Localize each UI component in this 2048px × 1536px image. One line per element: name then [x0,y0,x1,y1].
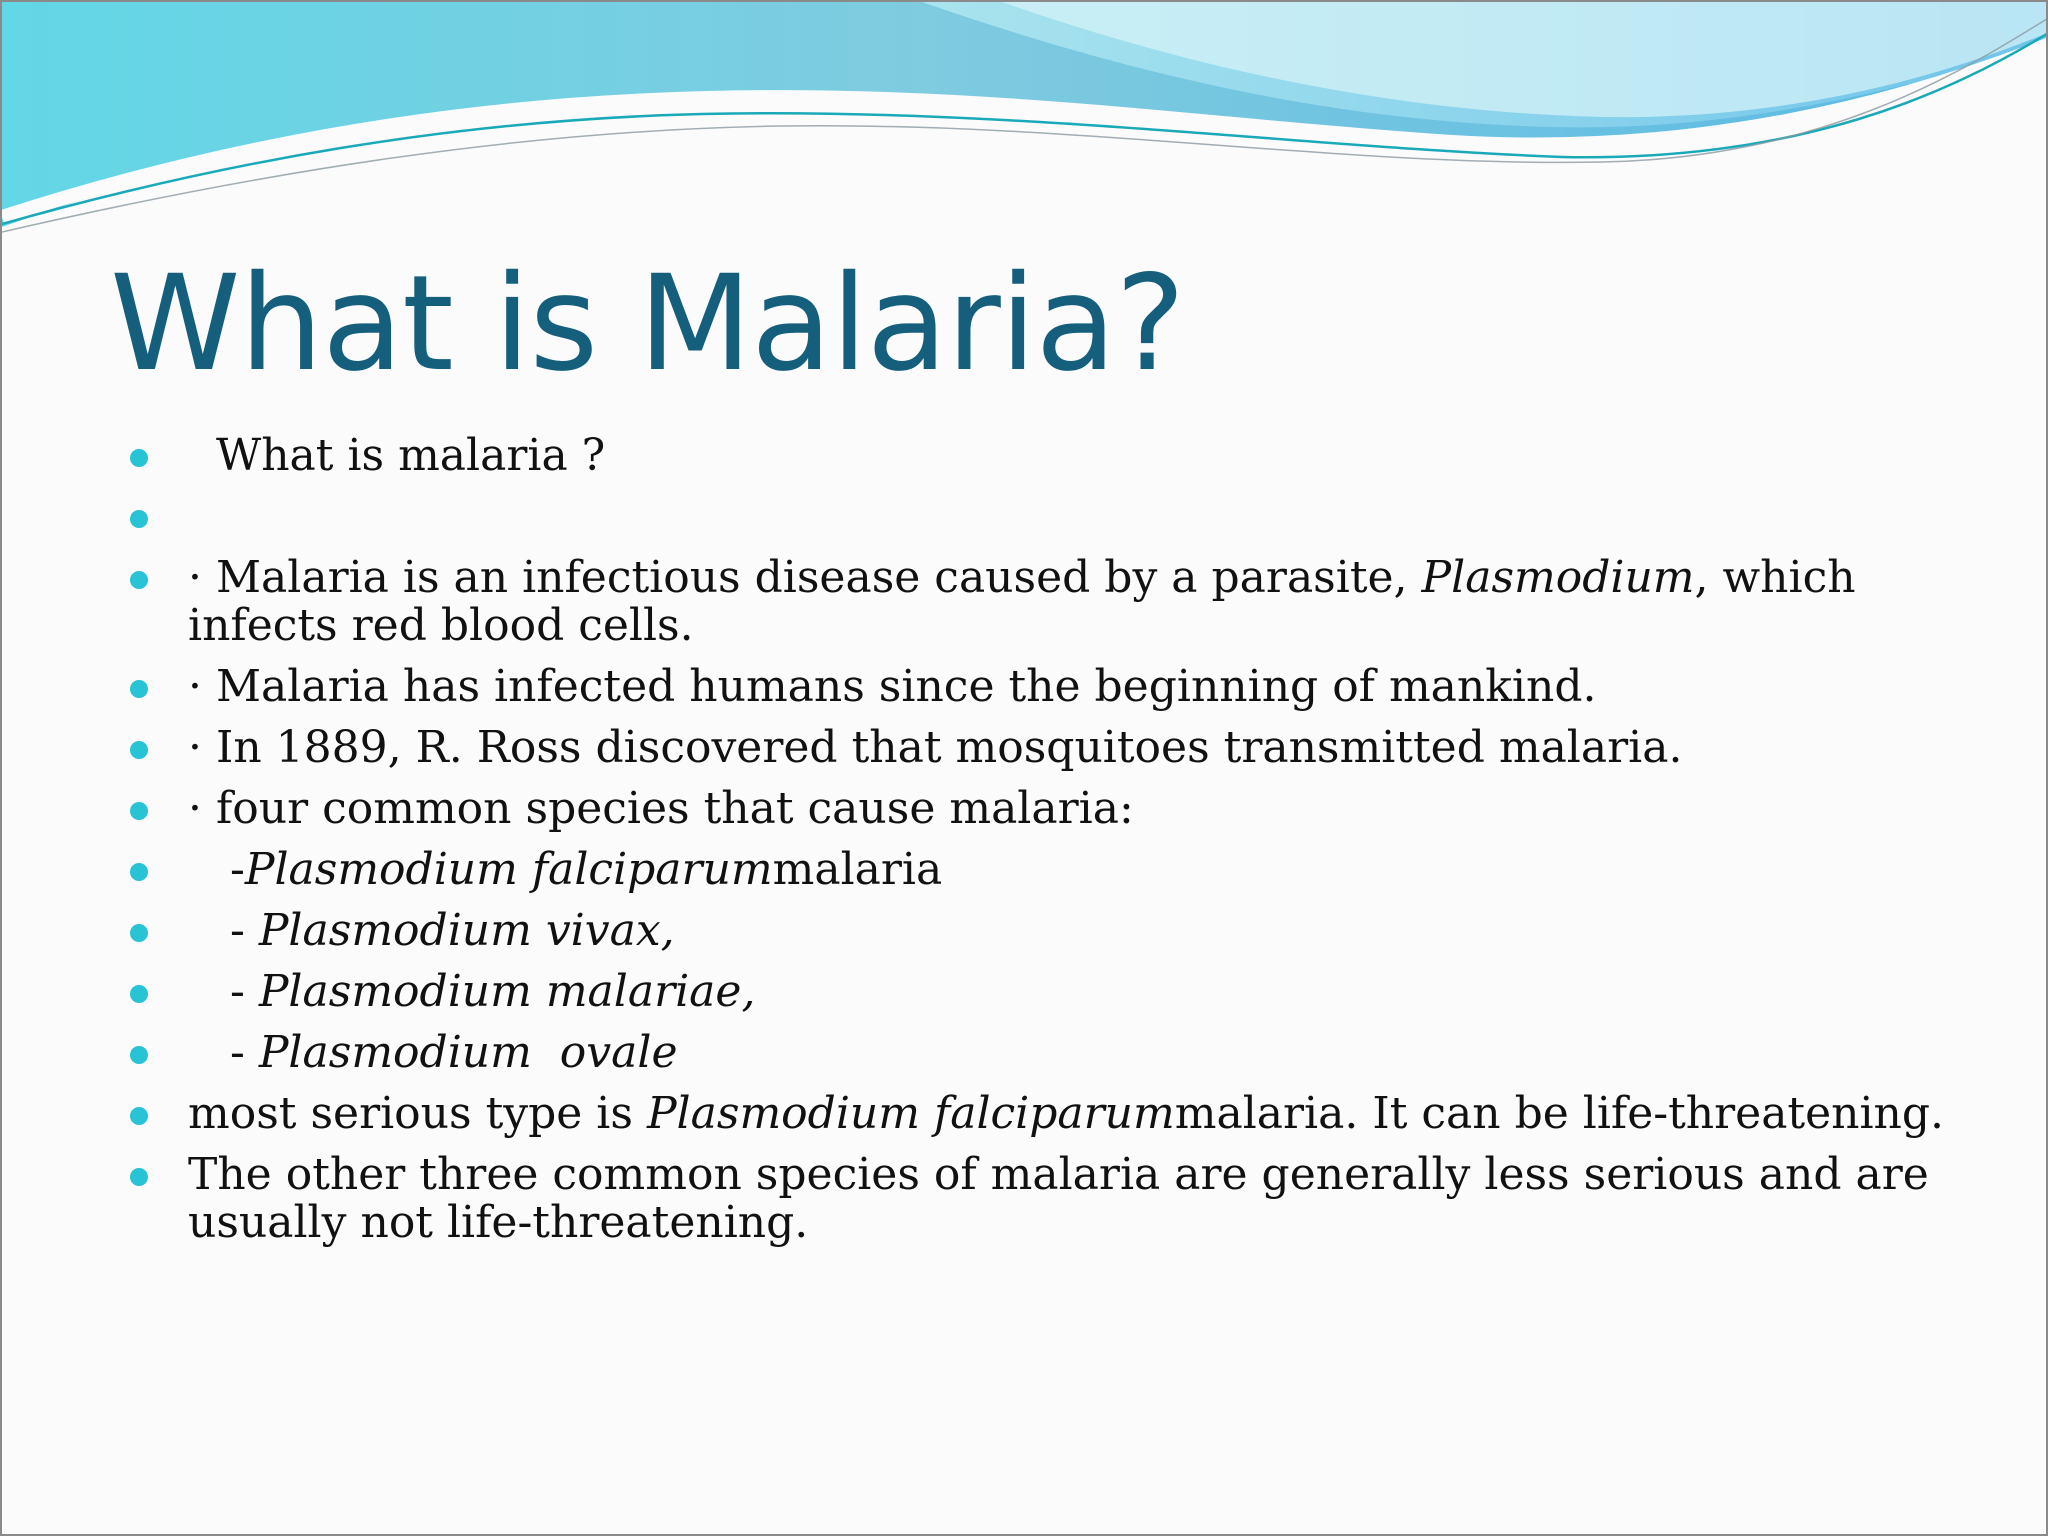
bullet-dot-icon [130,571,148,589]
bullet-item [122,663,2002,711]
bullet-text-segment: · four common species that cause malaria: [188,783,1134,834]
bullet-text [188,1149,1943,1248]
bullet-text-segment: malaria. It can be life-threatening. [1174,1088,1945,1139]
bullet-item [122,968,2002,1016]
slide-title: What is Malaria? [110,247,1185,401]
bullet-dot-icon [130,741,148,759]
bullet-text-italic: Plasmodium vivax, [258,905,675,956]
bullet-text-segment: malaria [772,844,943,895]
bullet-dot-icon [130,1168,148,1186]
bullet-item [122,907,2002,955]
bullet-dot-icon [130,510,148,528]
bullet-text-italic: Plasmodium falciparum [646,1088,1175,1139]
bullet-text-italic: Plasmodium [1421,552,1695,603]
bullet-text-segment: - [188,844,245,895]
bullet-text-italic: Plasmodium falciparum [244,844,773,895]
bullet-text [188,844,942,895]
bullet-item [122,1151,2002,1247]
bullet-text-italic: Plasmodium malariae, [258,966,756,1017]
bullet-text-segment: , which infects red blood cells. [188,552,1870,651]
bullet-text-segment: · In 1889, R. Ross discovered that mosquitoes transmitted malaria. [188,722,1683,773]
bullet-item [122,554,2002,650]
bullet-dot-icon [130,924,148,942]
bullet-text-segment: · Malaria is an infectious disease caused by a parasite, [188,552,1422,603]
bullet-item [122,493,2002,541]
bullet-dot-icon [130,449,148,467]
bullet-text [188,722,1682,773]
bullet-list [122,432,2002,1260]
bullet-item [122,432,2002,480]
bullet-dot-icon [130,680,148,698]
bullet-text-segment: The other three common species of malaria are generally less serious and are usually not life-threatening. [188,1149,1943,1248]
bullet-dot-icon [130,863,148,881]
bullet-text [188,552,1870,651]
bullet-text [188,783,1134,834]
bullet-text-segment: - [188,1027,259,1078]
bullet-text [188,430,605,481]
bullet-item [122,724,2002,772]
bullet-text-segment: - [188,966,259,1017]
bullet-text-segment: · Malaria has infected humans since the beginning of mankind. [188,661,1597,712]
bullet-text-italic: Plasmodium ovale [258,1027,678,1078]
bullet-text-segment: most serious type is [188,1088,647,1139]
bullet-item [122,785,2002,833]
bullet-item [122,1090,2002,1138]
bullet-text [188,1027,678,1078]
bullet-dot-icon [130,985,148,1003]
bullet-text [188,661,1596,712]
bullet-dot-icon [130,802,148,820]
bullet-text-segment: What is malaria ? [188,430,606,481]
bullet-item [122,1029,2002,1077]
bullet-text-segment: - [188,905,259,956]
bullet-text [188,966,755,1017]
bullet-text [188,1088,1944,1139]
bullet-dot-icon [130,1107,148,1125]
bullet-dot-icon [130,1046,148,1064]
bullet-item [122,846,2002,894]
header-wave-decoration [2,2,2048,242]
bullet-text [188,905,675,956]
